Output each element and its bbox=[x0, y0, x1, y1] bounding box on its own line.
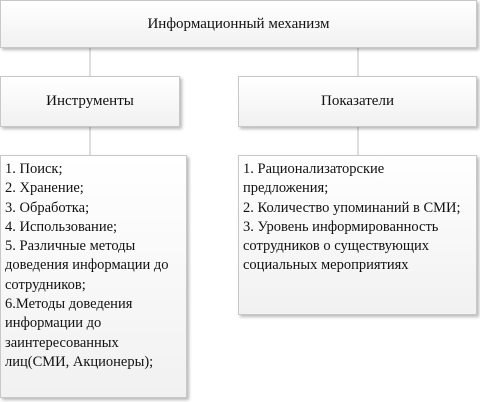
root-node-label: Информационный механизм bbox=[147, 15, 330, 32]
instruments-item-1: 1. Поиск; bbox=[5, 161, 63, 177]
instruments-item-2: 2. Хранение; bbox=[5, 180, 84, 197]
instruments-item-6: 6.Методы доведения информации до заинтересованных лиц(СМИ, Акционеры); bbox=[5, 296, 154, 370]
instruments-item-3: 3. Обработка; bbox=[5, 199, 90, 216]
indicators-item-3: 3. Уровень информированность сотрудников о существующих социальных мероприятиях bbox=[243, 218, 439, 274]
instruments-list bbox=[5, 160, 182, 372]
instruments-item-4: 4. Использование; bbox=[5, 218, 118, 235]
node-instruments bbox=[0, 76, 180, 127]
indicators-list bbox=[243, 160, 472, 276]
indicators-list-box bbox=[238, 155, 477, 315]
indicators-item-1: 1. Рационализаторские предложения; bbox=[243, 161, 385, 197]
node-instruments-label: Инструменты bbox=[46, 93, 134, 109]
root-node bbox=[0, 0, 477, 48]
indicators-item-2: 2. Количество упоминаний в СМИ; bbox=[243, 199, 461, 216]
node-indicators bbox=[238, 76, 477, 127]
node-indicators-label: Показатели bbox=[321, 93, 394, 109]
instruments-item-5: 5. Различные методы доведения информации до сотрудников; bbox=[5, 238, 169, 293]
instruments-list-box bbox=[0, 155, 187, 398]
